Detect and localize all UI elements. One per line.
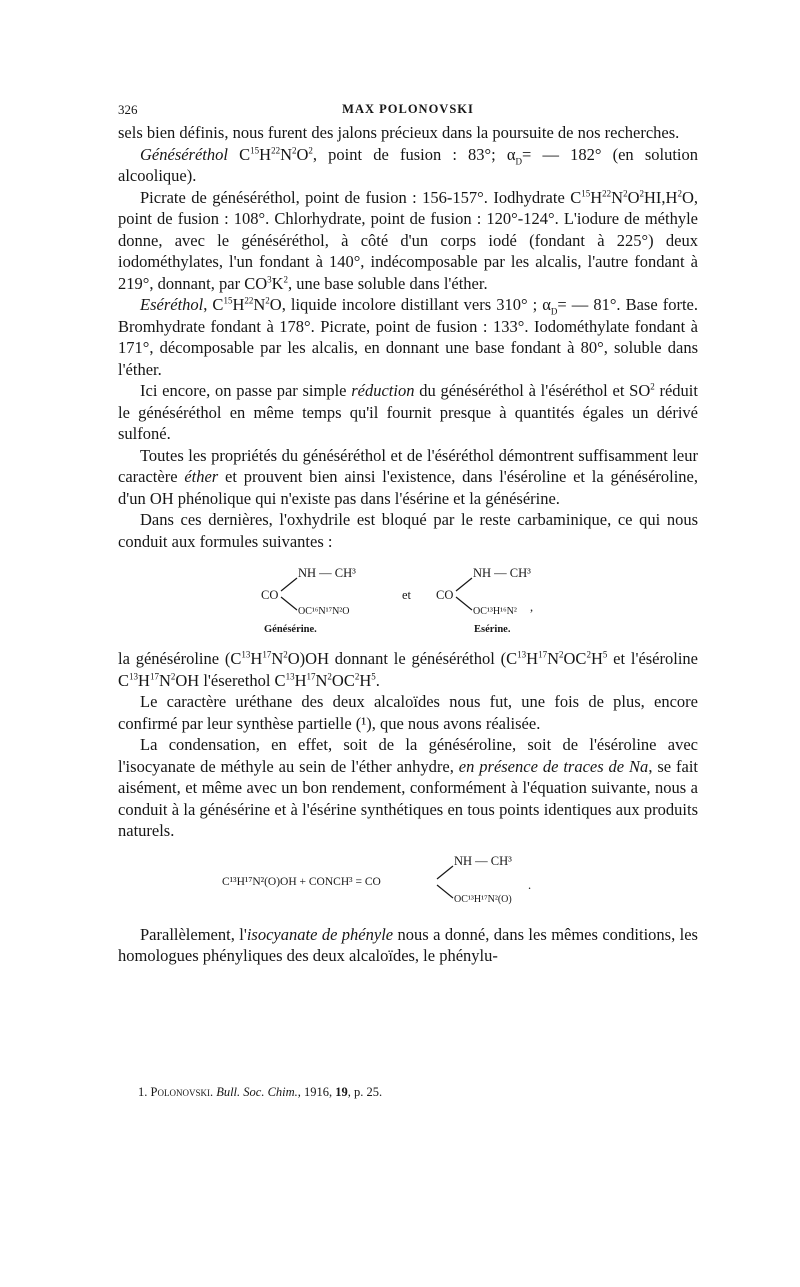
genes-top: NH — CH³ [298,566,356,580]
genes-caption: Génésérine. [264,624,317,635]
structural-formulas [118,564,698,640]
footnote-journal: Bull. Soc. Chim. [216,1085,298,1099]
eser-bond-up [455,576,473,592]
genes-bottom: OC¹⁶N¹⁷N²O [298,606,350,617]
equation-bond-up [436,864,454,880]
page-content [118,98,698,967]
equation-top: NH — CH³ [454,853,512,868]
equation-left: C¹³H¹⁷N²(O)OH + CONCH³ = CO [222,875,381,888]
paragraph-reduction: Ici encore, on passe par simple réduction du généséréthol à l'éséréthol et $SO^2$ réduit le généséréthol en même temps qu'il fournit presque à quantités égales un dérivé sulfoné. [118,381,698,443]
footnote-pages: , p. 25. [347,1085,383,1099]
eser-top: NH — CH³ [473,566,531,580]
eser-bond-down [455,596,473,612]
paragraph-dernieres: Dans ces dernières, l'oxhydrile est bloqué par le reste carbaminique, ce qui nous conduit aux formules suivantes : [118,510,698,551]
running-title: MAX POLONOVSKI [342,102,474,116]
page-header [118,98,698,120]
eser-bottom: OC¹³H¹⁶N² [473,606,517,617]
paragraph-urethane: Le caractère uréthane des deux alcaloïdes nous fut, une fois de plus, encore confirmé par leur synthèse partielle (¹), que nous avons réalisée. [118,692,698,733]
genes-bond-down [280,596,298,612]
paragraph-picrate: Picrate de généséréthol, point de fusion : 156-157°. Iodhydrate $C^{15}H^{22}N^2O^2HI,H^2O$, point de fusion : 108°. Chlorhydrate, point de fusion : 120°-124°. L'iodure de méthyle donne, avec le généséréthol, à côté d'un corps iodé (fondant à 225°) deux iodométhylates, l'un fondant à 140°, indécomposable par les alcalis, l'autre fondant à 219°, donnant, par $CO^3K^2$, une base soluble dans l'éther. [118,187,698,293]
equation-bond-down [436,884,454,900]
footnote-number: 1. [138,1085,148,1099]
genes-bond-up [280,576,298,592]
genes-co: CO [261,588,279,602]
footnote-author: Polonovski. [150,1085,214,1099]
equation-bottom: OC¹³H¹⁷N²(O) [454,893,512,905]
paragraph-1: sels bien définis, nous furent des jalons précieux dans la poursuite de nos recherches. [118,123,680,142]
footnote [138,1085,382,1100]
footnote-year: , 1916, [297,1085,336,1099]
paragraph-parallelement: Parallèlement, l'isocyanate de phényle nous a donné, dans les mêmes conditions, les homologues phényliques des deux alcaloïdes, le phénylu- [118,924,698,965]
eser-co: CO [436,588,454,602]
paragraph-genesérethol: Généséréthol $C^{15}H^{22}N^2O^2$, point de fusion : 83°; $\alpha_D=$ — 182° (en solution alcoolique). [118,144,698,185]
eser-caption: Esérine. [474,624,511,635]
paragraph-eserethol: Eséréthol, $C^{15}H^{22}N^2O$, liquide incolore distillant vers 310° ; $\alpha_D=$ — 81°. Base forte. Bromhydrate fondant à 178°. Picrate, point de fusion : 133°. Iodométhylate fondant à 171°, décomposable par les alcalis, en donnant une base fondant à 80°, soluble dans l'éther. [118,295,698,379]
et-conjunction: et [402,588,412,602]
paragraph-geneseroline: la généséroline $(C^{13}H^{17}N^2O)OH$ donnant le généséréthol ($C^{13}H^{17}N^2OC^2H^5$ et l'éséroline $C^{13}H^{17}N^2OH$ l'éserethol $C^{13}H^{17}N^2OC^2H^5$. [118,649,698,690]
page-number: 326 [118,102,138,117]
footnote-volume: 19 [335,1085,348,1099]
paragraph-condensation: La condensation, en effet, soit de la généséroline, soit de l'éséroline avec l'isocyanate de méthyle au sein de l'éther anhydre, en présence de traces de Na, se fait aisément, et même avec un bon rendement, conformément à l'équation suivante, nous a conduit à la génésérine et à l'ésérine synthétiques en tous points identiques aux produits naturels. [118,735,699,840]
synthesis-equation [118,852,698,914]
paragraph-proprietes: Toutes les propriétés du généséréthol et de l'éséréthol démontrent suffisamment leur caractère éther et prouvent bien ainsi l'existence, dans l'éséroline et la généséroline, d'un OH phénolique qui n'existe pas dans l'ésérine et la génésérine. [118,445,699,508]
equation-end: . [528,877,532,892]
eser-comma: , [530,600,534,614]
